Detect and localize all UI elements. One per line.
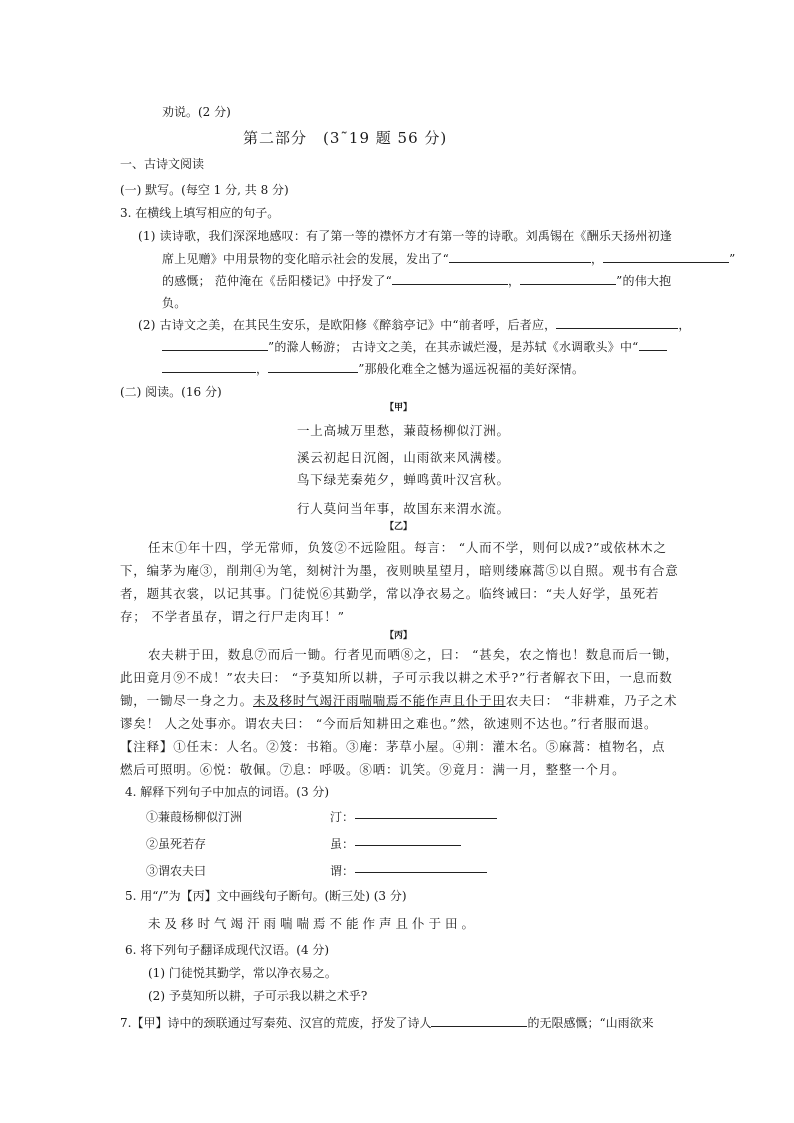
yi-paragraph-line: 者，题其衣裳，以记其事。门徒悦⑥其勤学，常以净衣易之。临终诫曰：“夫人好学，虽死若 [120,586,660,601]
bing-label: 【丙】 [385,631,413,641]
q4-sentence: ③谓农夫曰 [146,864,207,878]
answer-blank[interactable] [268,360,358,373]
yi-label: 【乙】 [385,522,413,532]
question-3: 3. 在横线上填写相应的句子。 [120,206,280,220]
answer-blank[interactable] [355,833,461,846]
answer-blank[interactable] [355,806,497,819]
q4-sentence: ①蒹葭杨柳似汀洲 [146,810,243,824]
notes-line: 【注释】①任末：人名。②笈：书箱。③庵：茅草小屋。④荆：灌木名。⑤麻蒿：植物名，点 [120,739,666,754]
answer-blank[interactable] [520,272,616,285]
bing-paragraph-line: 谬矣！ 人之处事亦。谓农夫曰： “今而后知耕田之难也。”然，欲速则不达也。”行者服而退。 [120,716,658,731]
q6-item: (1) 门徒悦其勤学，常以净衣易之。 [148,966,337,980]
section-heading: 一、古诗文阅读 [120,157,205,171]
bing-paragraph-line: 此田竟月⑨不成！”农夫曰： “予莫知所以耕，子可示我以耕之术乎?”行者解衣下田，一息而数 [120,670,673,685]
q4-sentence: ②虽死若存 [146,837,207,851]
subsection-reading: (二) 阅读。(16 分) [120,385,222,399]
notes-line: 燃后可照明。⑥悦：敬佩。⑦息：呼吸。⑧哂：讥笑。⑨竟月：满一月，整整一个月。 [120,762,626,777]
answer-blank[interactable] [355,860,487,873]
question-5: 5. 用“/”为【丙】文中画线句子断句。(断三处) (3 分) [125,889,407,903]
yi-paragraph-line: 下，编茅为庵③，削荆④为笔，刻树汁为墨，夜则映星望月，暗则缕麻蒿⑤以自照。观书有合意 [120,563,679,578]
bing-paragraph-line: 农夫耕于田，数息⑦而后一锄。行者见而哂⑧之，曰： “甚矣，农之惰也！数息而后一锄， [148,647,679,662]
q6-item: (2) 予莫知所以耕，子可示我以耕之术乎? [148,989,368,1003]
poem-line: 鸟下绿芜秦苑夕，蝉鸣黄叶汉宫秋。 [297,472,510,487]
q3-1-line2: 席上见赠》中用景物的变化暗示社会的发展，发出了“ ， ” [162,252,736,266]
answer-blank[interactable] [449,250,591,263]
answer-blank[interactable] [639,338,667,351]
question-6: 6. 将下列句子翻译成现代汉语。(4 分) [125,943,330,957]
answer-blank[interactable] [431,1014,527,1027]
answer-blank[interactable] [556,316,678,329]
poem-line: 一上高城万里愁，蒹葭杨柳似汀洲。 [297,423,510,438]
q3-1-line1: (1) 读诗歌，我们深深地感叹：有了第一等的襟怀方才有第一等的诗歌。刘禹锡在《酬乐天扬州初逢 [138,229,673,243]
answer-blank[interactable] [162,338,268,351]
poem-line: 行人莫问当年事，故国东来渭水流。 [297,501,510,516]
yi-paragraph-line: 任末①年十四，学无常师，负笈②不远险阻。每言： “人而不学，则何以成?”或依林木之 [148,540,667,555]
question-7: 7.【甲】诗中的颈联通过写秦苑、汉宫的荒废，抒发了诗人 的无限感慨；“山雨欲来 [120,1016,654,1030]
q5-sentence: 未及移时气竭汗雨喘喘焉不能作声且仆于田。 [148,916,479,931]
question-4: 4. 解释下列句子中加点的词语。(3 分) [125,785,330,799]
jia-label: 【甲】 [385,403,413,413]
bing-paragraph-line: 锄，一锄尽一身之力。未及移时气竭汗雨喘喘焉不能作声且仆于田农夫曰： “非耕难，乃子之术 [120,693,678,708]
yi-paragraph-line: 存； 不学者虽存，谓之行尸走肉耳！” [120,609,345,624]
answer-blank[interactable] [603,250,729,263]
poem-line: 溪云初起日沉阁，山雨欲来风满楼。 [297,450,510,465]
q3-1-line4: 负。 [162,296,187,310]
top-line: 劝说。(2 分) [162,105,231,119]
answer-blank[interactable] [392,272,508,285]
underlined-sentence: 未及移时气竭汗雨喘喘焉不能作声且仆于田 [253,693,506,708]
q4-word-label: 汀： [330,810,355,824]
q4-word-label: 虽： [330,837,355,851]
subsection-dictation: (一) 默写。(每空 1 分, 共 8 分) [120,183,289,197]
answer-blank[interactable] [162,360,256,373]
part-title: 第二部分 (3˜19 题 56 分) [243,129,448,147]
q4-word-label: 谓： [330,864,355,878]
q3-1-line3: 的感慨； 范仲淹在《岳阳楼记》中抒发了“ ， ”的伟大抱 [162,274,672,288]
q3-2-line3: ， ”那般化难全之憾为遥远祝福的美好深情。 [162,360,584,377]
q3-2-line2: ”的滁人畅游； 古诗文之美，在其赤诚烂漫，是苏轼《水调歌头》中“ [162,338,667,355]
q3-2-line1: (2) 古诗文之美，在其民生安乐，是欧阳修《醉翁亭记》中“前者呼，后者应， ， [138,318,691,332]
